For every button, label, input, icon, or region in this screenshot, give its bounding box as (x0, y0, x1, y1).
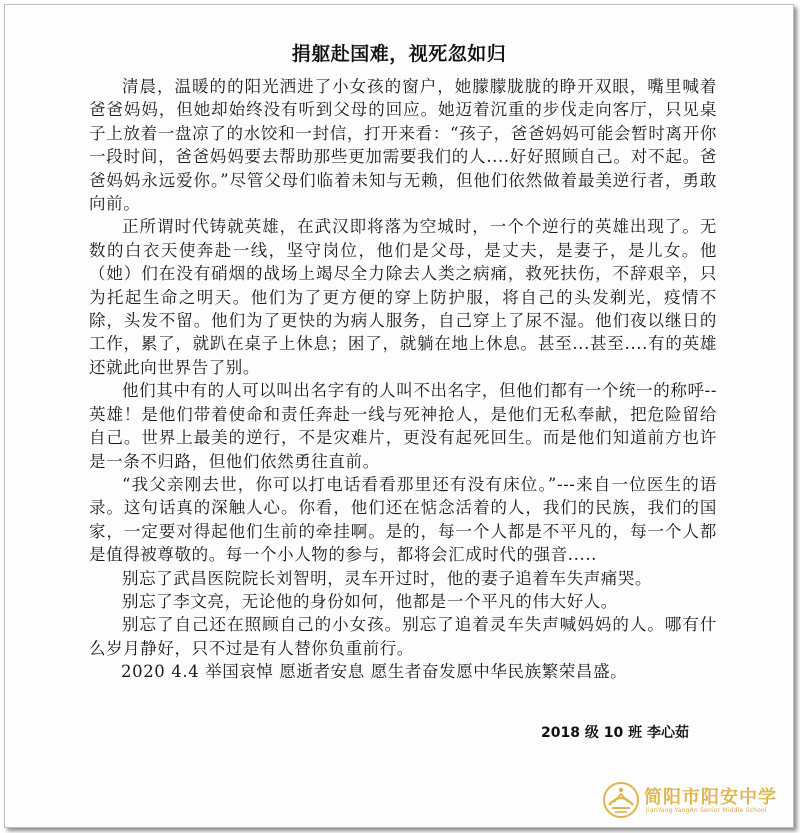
paragraph-6: 别忘了李文亮，无论他的身份如何，他都是一个平凡的伟大好人。 (122, 591, 618, 611)
paragraph-4: “我父亲刚去世，你可以打电话看看那里还有没有床位。”---来自一位医生的语录。这句话真的深触人心。你看，他们还在惦念活着的人，我们的民族，我们的国家，一定要对得起他们生前的牵挂啊。是的，每一个人都是不平凡的，每一个人都是值得被尊敬的。每一个小人物的参与，都将会汇成时代的强音..... (89, 474, 717, 565)
paragraph-2: 正所谓时代铸就英雄，在武汉即将落为空城时，一个个逆行的英雄出现了。无数的白衣天使奔赴一线，坚守岗位，他们是父母，是丈夫，是妻子，是儿女。他（她）们在没有硝烟的战场上竭尽全力除去人类之病痛，救死扶伤，不辞艰辛，只为托起生命之明天。他们为了更方便的穿上防护服，将自己的头发剃光，疫情不除，头发不留。他们为了更快的为病人服务，自己穿上了尿不湿。他们夜以继日的工作，累了，就趴在桌子上休息；困了，就躺在地上休息。甚至...甚至....有的英雄还就此向世界告了别。 (89, 217, 717, 377)
school-logo (602, 780, 792, 820)
essay-title: 捐躯赴国难，视死忽如归 (291, 43, 507, 65)
paragraph-5: 别忘了武昌医院院长刘智明，灵车开过时，他的妻子追着车失声痛哭。 (122, 568, 653, 588)
author-signature: 2018 级 10 班 李心茹 (541, 725, 689, 741)
closing-line: 2020 4.4 举国哀悼 愿逝者安息 愿生者奋发愿中华民族繁荣昌盛。 (121, 662, 628, 682)
paragraph-3: 他们其中有的人可以叫出名字有的人叫不出名字，但他们都有一个统一的称呼--英雄！是他们带着使命和责任奔赴一线与死神抢人，是他们无私奉献，把危险留给自己。世界上最美的逆行，不是灾难片，更没有起死回生。而是他们知道前方也许是一条不归路，但他们依然勇往直前。 (89, 381, 717, 471)
school-name: 简阳市阳安中学 (644, 787, 777, 808)
paragraph-1: 清晨，温暖的的阳光洒进了小女孩的窗户，她朦朦胧胧的睁开双眼，嘴里喊着爸爸妈妈，但她却始终没有听到父母的回应。她迈着沉重的步伐走向客厅，只见桌子上放着一盘凉了的水饺和一封信，打开来看：“孩子，爸爸妈妈可能会暂时离开你一段时间，爸爸妈妈要去帮助那些更加需要我们的人....好好照顾自己。对不起。爸爸妈妈永远爱你。”尽管父母们临着未知与无赖，但他们依然做着最美逆行者，勇敢向前。 (89, 77, 717, 214)
paragraph-7: 别忘了自己还在照顾自己的小女孩。别忘了追着灵车失声喊妈妈的人。哪有什么岁月静好，只不过是有人替你负重前行。 (89, 615, 717, 658)
school-name-english: JianYang YangAn Senior Middle School (646, 807, 767, 814)
essay-body (89, 75, 717, 684)
school-emblem-icon (602, 781, 640, 819)
document-page (4, 4, 794, 828)
